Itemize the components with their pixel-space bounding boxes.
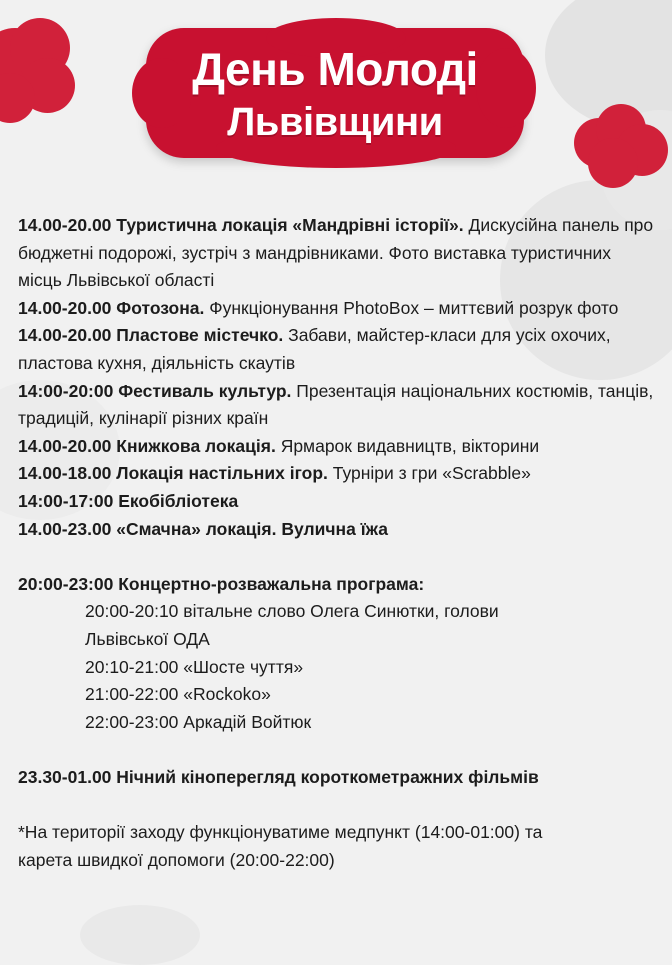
schedule-time: 14.00-20.00 bbox=[18, 297, 112, 318]
schedule-time: 14.00-20.00 bbox=[18, 215, 112, 235]
footnote-line: *На території заходу функціонуватиме медпункт (14:00-01:00) та bbox=[18, 822, 543, 843]
concert-item: 22:00-23:00 Аркадій Войтюк bbox=[85, 711, 312, 732]
schedule-item bbox=[18, 516, 658, 544]
schedule-time: 14.00-20.00 bbox=[18, 435, 112, 456]
concert-item: 20:10-21:00 «Шосте чуття» bbox=[85, 656, 304, 677]
schedule-item bbox=[18, 460, 658, 488]
schedule-desc: Турніри з гри «Scrabble» bbox=[327, 463, 531, 484]
schedule-item bbox=[18, 488, 658, 516]
schedule-item bbox=[18, 322, 658, 377]
concert-item: Львівської ОДА bbox=[85, 628, 210, 649]
page-subtitle: Львівщини bbox=[227, 100, 443, 144]
schedule-item bbox=[18, 212, 658, 295]
schedule-title: Туристична локація «Мандрівні історії». bbox=[116, 215, 464, 235]
schedule-title: Фотозона. bbox=[116, 297, 205, 318]
schedule-time: 14.00-23.00 bbox=[18, 518, 112, 539]
footnote-line: карета швидкої допомоги (20:00-22:00) bbox=[18, 849, 335, 870]
concert-item: 20:00-20:10 вітальне слово Олега Синютки, голови bbox=[85, 601, 499, 622]
schedule-title: Пластове містечко. bbox=[116, 325, 284, 346]
schedule-desc: Ярмарок видавництв, вікторини bbox=[275, 435, 540, 456]
schedule-time: 14.00-20.00 bbox=[18, 325, 112, 346]
schedule-time: 14.00-18.00 bbox=[18, 463, 112, 484]
spacer bbox=[18, 791, 658, 819]
schedule-title: Екобібліотека bbox=[118, 490, 239, 511]
schedule-desc: Дискусійна панель про бюджетні подорожі, зустріч з мандрівниками. Фото виставка туристичних місць Львівської області bbox=[18, 215, 654, 291]
page-title: День Молоді bbox=[192, 43, 478, 95]
concert-header: 20:00-23:00 Концертно-розважальна програма: bbox=[18, 573, 425, 594]
schedule-title: Фестиваль культур. bbox=[118, 380, 292, 401]
schedule-desc: Функціонування PhotoBox – миттєвий розрук фото bbox=[204, 297, 619, 318]
title-badge bbox=[146, 28, 524, 158]
background-cloud bbox=[80, 905, 200, 965]
spacer bbox=[18, 736, 658, 764]
schedule-title: Локація настільних ігор. bbox=[116, 463, 328, 484]
concert-item: 21:00-22:00 «Rockoko» bbox=[85, 684, 271, 705]
schedule-time: 14:00-20:00 bbox=[18, 380, 114, 401]
schedule-title: Книжкова локація. bbox=[116, 435, 276, 456]
schedule-item bbox=[18, 378, 658, 433]
spacer bbox=[18, 543, 658, 571]
schedule-desc: Забави, майстер-класи для усіх охочих, пластова кухня, діяльність скаутів bbox=[18, 325, 611, 373]
night-cinema: 23.30-01.00 Нічний кіноперегляд короткометражних фільмів bbox=[18, 766, 539, 787]
schedule-title: «Смачна» локація. Вулична їжа bbox=[116, 518, 388, 539]
schedule-item bbox=[18, 295, 658, 323]
schedule-time: 14:00-17:00 bbox=[18, 490, 114, 511]
schedule-item bbox=[18, 433, 658, 461]
schedule bbox=[18, 212, 658, 874]
schedule-desc: Презентація національних костюмів, танців, традицій, кулінарії різних країн bbox=[18, 380, 654, 429]
